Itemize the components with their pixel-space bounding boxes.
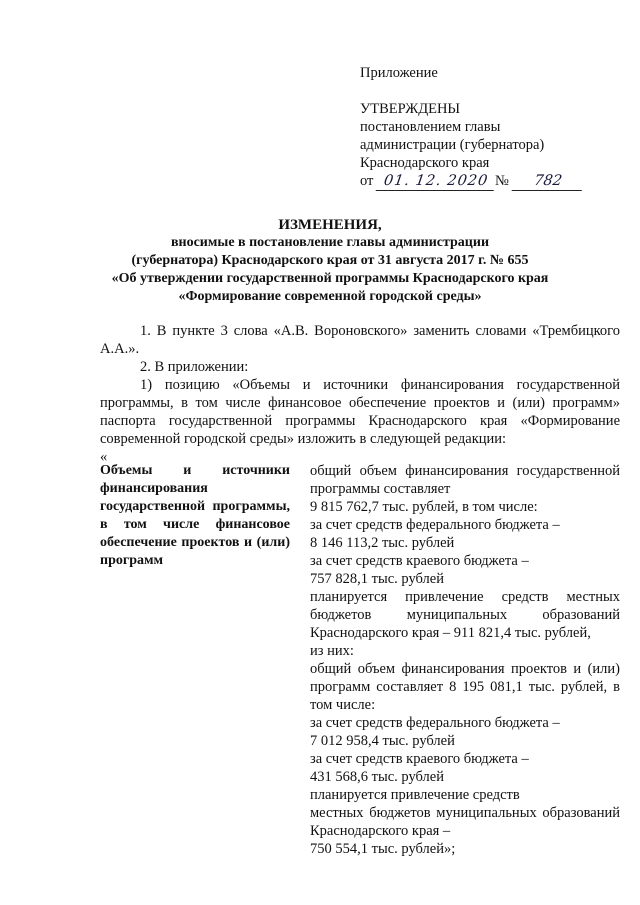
approval-line-2: администрации (губернатора) — [360, 137, 545, 153]
title-line-3: «Об утверждении государственной программы Краснодарского края — [111, 271, 549, 286]
financing-table — [100, 462, 620, 858]
quote-open: « — [100, 449, 108, 465]
document-title — [80, 216, 580, 306]
date-number-line — [360, 172, 583, 191]
right-line-15: местных бюджетов муниципальных образований Краснодарского края – — [310, 805, 620, 839]
handwritten-number: 782 — [511, 172, 584, 191]
right-line-11: 7 012 958,4 тыс. рублей — [310, 733, 455, 749]
right-line-8: из них: — [310, 643, 354, 659]
title-heading: ИЗМЕНЕНИЯ, — [278, 217, 382, 233]
right-line-7: планируется привлечение средств местных бюджетов муниципальных образований Краснодарского края – 911 821,4 тыс. рублей, — [310, 589, 620, 641]
title-line-1: вносимые в постановление главы администрации — [170, 235, 490, 250]
number-sign: № — [495, 173, 509, 189]
paragraph-3: 1) позицию «Объемы и источники финансирования государственной программы, в том числе финансовое обеспечение проектов и (или) программ» паспорта государственной программы Краснодарского края «Формирование современной городской среды» изложить в следующей редакции: — [100, 377, 620, 447]
right-line-6: 757 828,1 тыс. рублей — [310, 571, 444, 587]
right-line-2: 9 815 762,7 тыс. рублей, в том числе: — [310, 499, 538, 515]
handwritten-date: 01. 12. 2020 — [376, 172, 497, 191]
right-line-9: общий объем финансирования проектов и (или) программ составляет 8 195 081,1 тыс. рублей, в том числе: — [310, 661, 620, 713]
right-line-13: 431 568,6 тыс. рублей — [310, 769, 444, 785]
appendix-label: Приложение — [360, 65, 438, 81]
right-line-12: за счет средств краевого бюджета – — [310, 751, 529, 767]
date-prefix: от — [360, 173, 374, 189]
table-right-cell — [310, 462, 620, 858]
right-line-10: за счет средств федерального бюджета – — [310, 715, 560, 731]
approval-block — [360, 64, 583, 191]
paragraph-1: 1. В пункте 3 слова «А.В. Вороновского» заменить словами «Трембицкого А.А.». — [100, 323, 620, 357]
document-body — [100, 322, 620, 466]
approval-line-3: Краснодарского края — [360, 155, 490, 171]
approved-label: УТВЕРЖДЕНЫ — [360, 101, 461, 117]
approval-line-1: постановлением главы — [360, 119, 501, 135]
right-line-5: за счет средств краевого бюджета – — [310, 553, 529, 569]
title-line-2: (губернатора) Краснодарского края от 31 августа 2017 г. № 655 — [131, 253, 529, 268]
right-line-3: за счет средств федерального бюджета – — [310, 517, 560, 533]
right-line-14: планируется привлечение средств — [310, 787, 520, 803]
title-line-4: «Формирование современной городской среды» — [178, 289, 482, 304]
right-line-4: 8 146 113,2 тыс. рублей — [310, 535, 455, 551]
table-left-cell: Объемы и источники финансирования государственной программы, в том числе финансовое обеспечение проектов и (или) программ — [100, 463, 290, 568]
right-line-1: общий объем финансирования государственной программы составляет — [310, 463, 620, 497]
right-line-16: 750 554,1 тыс. рублей»; — [310, 841, 456, 857]
paragraph-2: 2. В приложении: — [140, 359, 249, 375]
